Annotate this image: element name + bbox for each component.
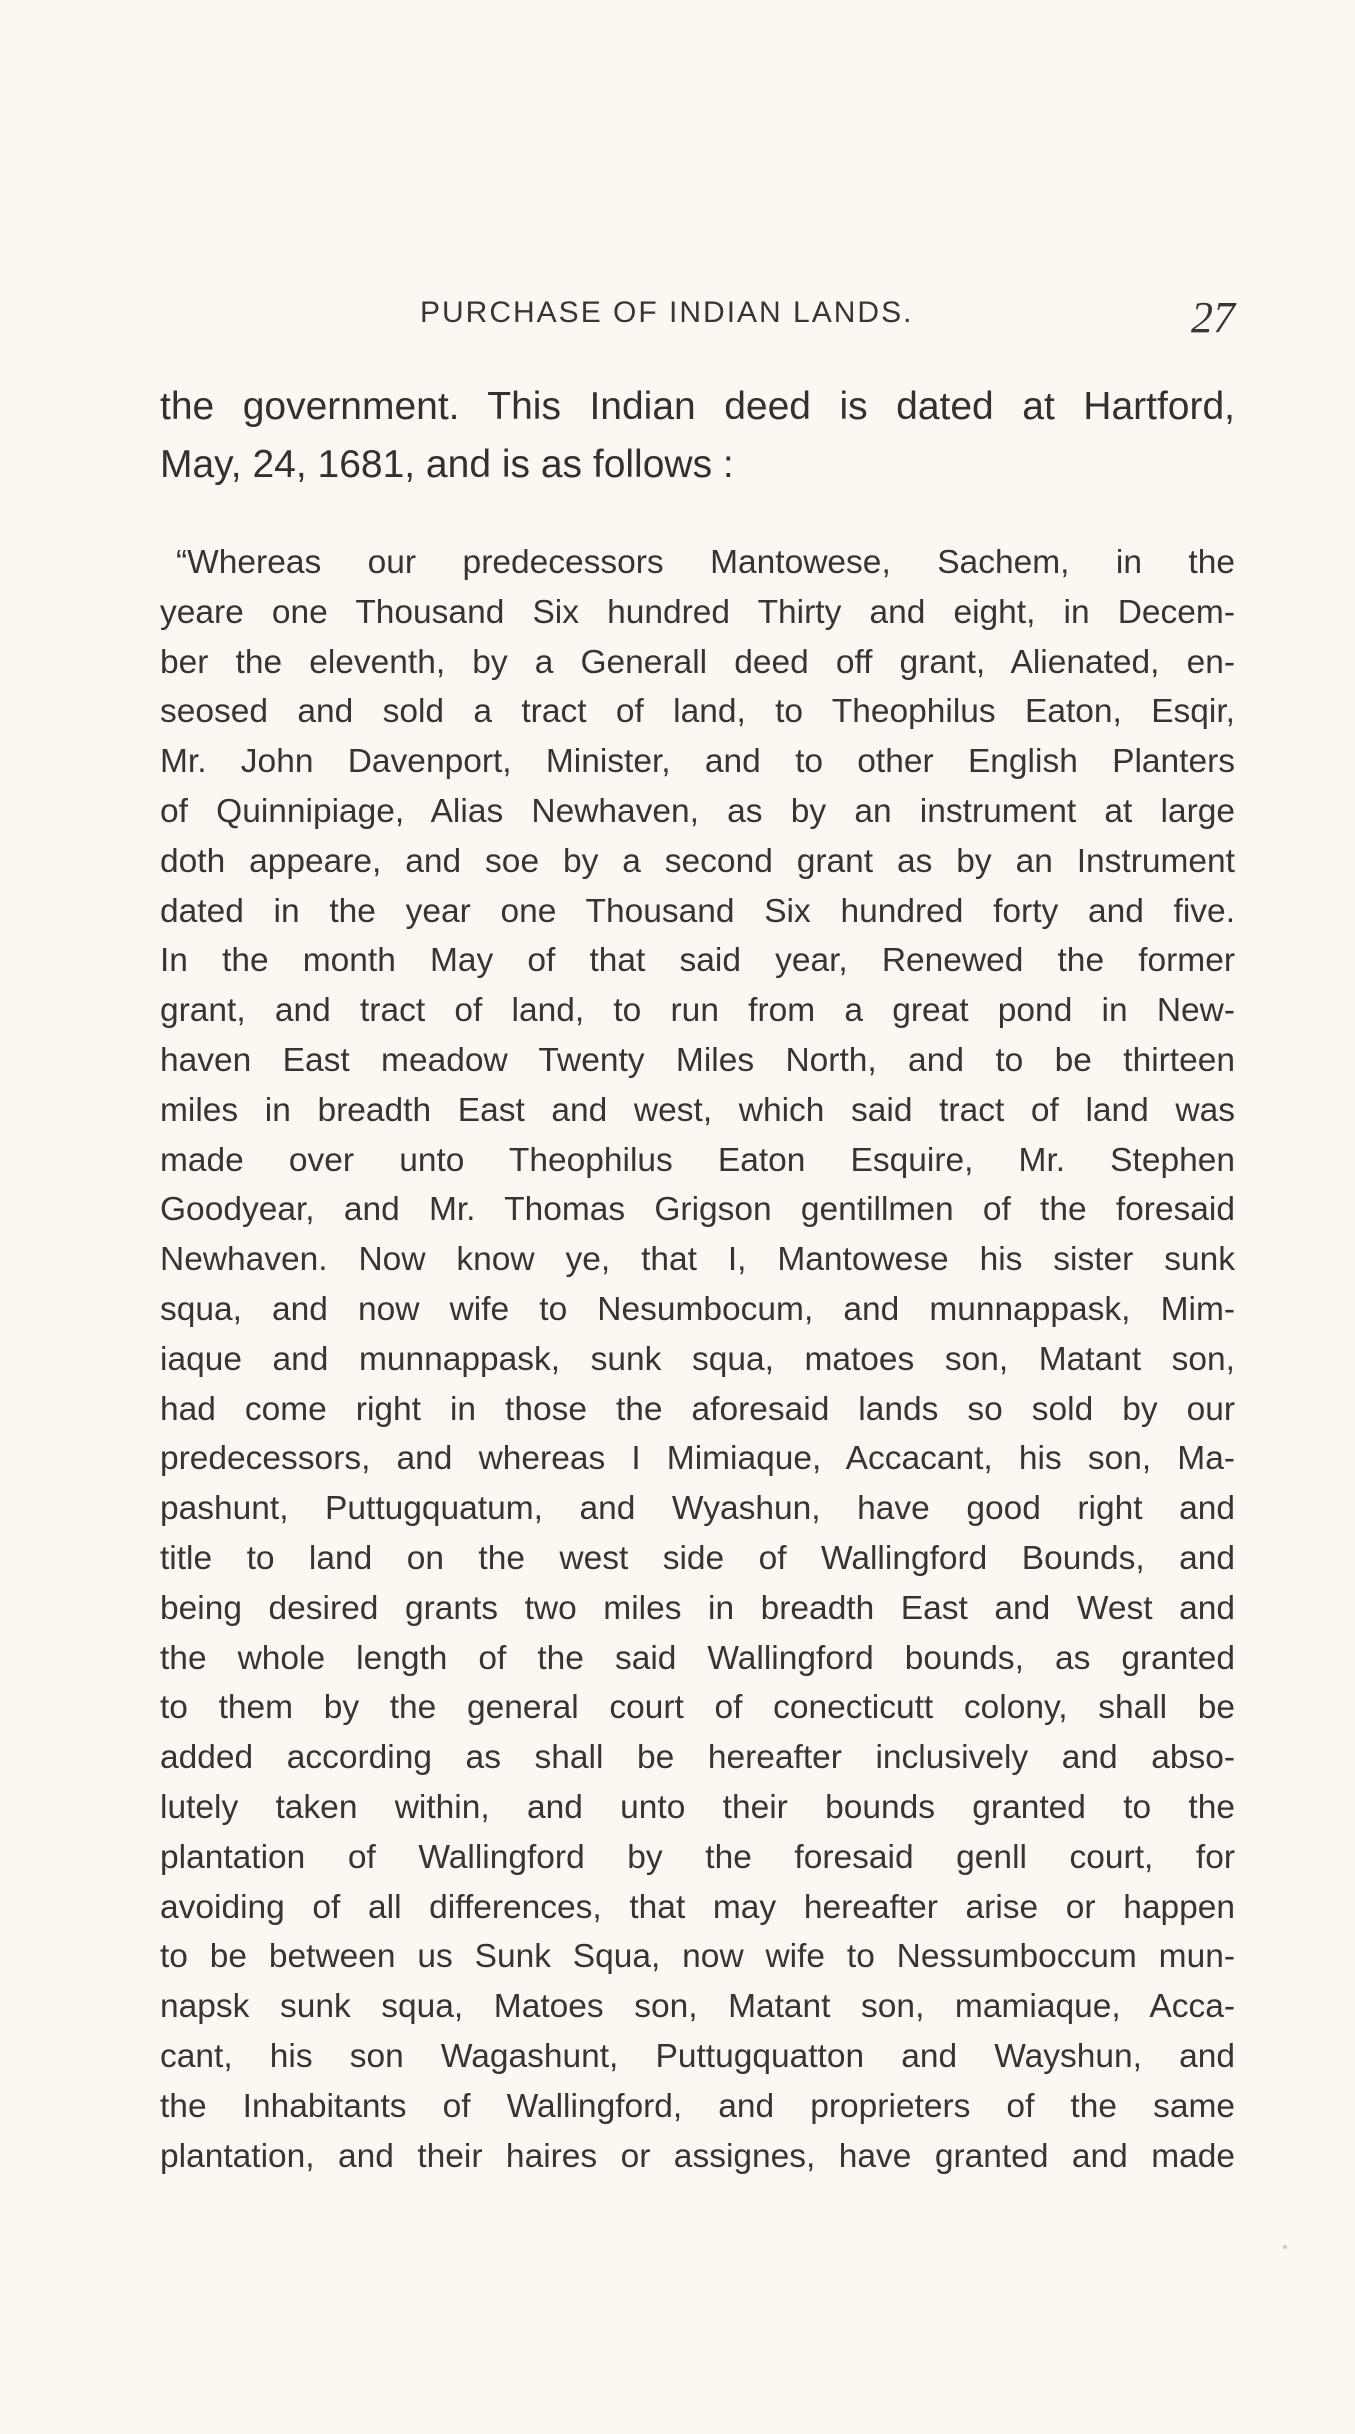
- text-line: to be between us Sunk Squa, now wife to Nessumboccum mun-: [160, 1938, 1235, 1976]
- text-line: ber the eleventh, by a Generall deed off grant, Alienated, en-: [160, 643, 1235, 681]
- text-line: lutely taken within, and unto their bounds granted to the: [160, 1788, 1235, 1826]
- text-line: doth appeare, and soe by a second grant as by an Instrument: [160, 842, 1235, 880]
- text-line: of Quinnipiage, Alias Newhaven, as by an instrument at large: [160, 792, 1235, 830]
- text-line: pashunt, Puttugquatum, and Wyashun, have good right and: [160, 1490, 1235, 1528]
- text-line: being desired grants two miles in breadth East and West and: [160, 1589, 1235, 1627]
- text-line: avoiding of all differences, that may hereafter arise or happen: [160, 1888, 1235, 1926]
- text-line: miles in breadth East and west, which said tract of land was: [160, 1091, 1235, 1129]
- text-line: added according as shall be hereafter inclusively and abso-: [160, 1739, 1235, 1777]
- text-line: plantation of Wallingford by the foresaid genll court, for: [160, 1838, 1235, 1876]
- page-number: 27: [1191, 293, 1235, 342]
- text-line: had come right in those the aforesaid lands so sold by our: [160, 1390, 1235, 1428]
- text-line: haven East meadow Twenty Miles North, and to be thirteen: [160, 1041, 1235, 1079]
- text-line: Mr. John Davenport, Minister, and to other English Planters: [160, 743, 1235, 781]
- text-line: made over unto Theophilus Eaton Esquire, Mr. Stephen: [160, 1141, 1235, 1179]
- quoted-deed: [160, 538, 1235, 2181]
- text-line: napsk sunk squa, Matoes son, Matant son, mamiaque, Acca-: [160, 1988, 1235, 2026]
- text-line: grant, and tract of land, to run from a great pond in New-: [160, 992, 1235, 1030]
- text-line: cant, his son Wagashunt, Puttugquatton and Wayshun, and: [160, 2037, 1235, 2075]
- running-title: PURCHASE OF INDIAN LANDS.: [420, 296, 914, 329]
- text-line: title to land on the west side of Wallingford Bounds, and: [160, 1539, 1235, 1577]
- intro-paragraph: [160, 378, 1235, 494]
- text-line: the Inhabitants of Wallingford, and proprieters of the same: [160, 2087, 1235, 2125]
- text-line: May, 24, 1681, and is as follows :: [160, 443, 734, 486]
- text-line: Newhaven. Now know ye, that I, Mantowese his sister sunk: [160, 1241, 1235, 1279]
- text-line: iaque and munnappask, sunk squa, matoes son, Matant son,: [160, 1340, 1235, 1378]
- text-line: predecessors, and whereas I Mimiaque, Accacant, his son, Ma-: [160, 1440, 1235, 1478]
- text-line: to them by the general court of conecticutt colony, shall be: [160, 1689, 1235, 1727]
- running-head: [160, 293, 1235, 356]
- paper-speck: [1283, 2245, 1287, 2249]
- text-line: yeare one Thousand Six hundred Thirty and eight, in Decem-: [160, 593, 1235, 631]
- text-line: the whole length of the said Wallingford bounds, as granted: [160, 1639, 1235, 1677]
- text-line: the government. This Indian deed is dated at Hartford,: [160, 385, 1235, 428]
- text-line: plantation, and their haires or assignes, have granted and made: [160, 2137, 1235, 2175]
- text-line: Goodyear, and Mr. Thomas Grigson gentillmen of the foresaid: [160, 1191, 1235, 1229]
- text-line: dated in the year one Thousand Six hundred forty and five.: [160, 892, 1235, 930]
- text-line: In the month May of that said year, Renewed the former: [160, 942, 1235, 980]
- text-line: squa, and now wife to Nesumbocum, and munnappask, Mim-: [160, 1290, 1235, 1328]
- text-line: “Whereas our predecessors Mantowese, Sachem, in the: [176, 544, 1235, 581]
- text-line: seosed and sold a tract of land, to Theophilus Eaton, Esqir,: [160, 693, 1235, 731]
